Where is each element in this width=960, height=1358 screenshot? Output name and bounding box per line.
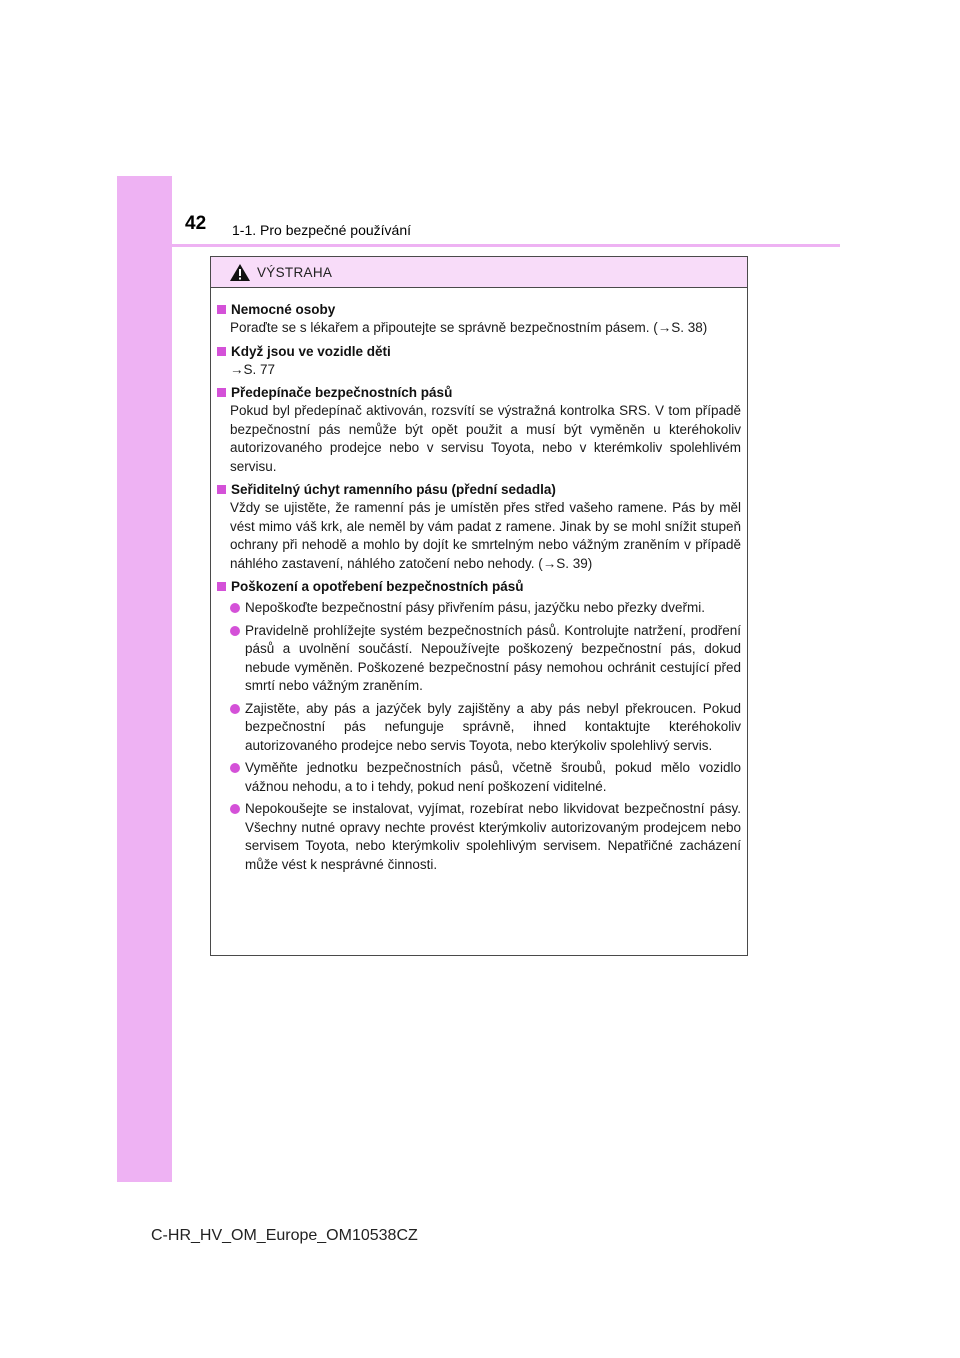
warning-triangle-icon [229,263,251,282]
item-heading: Poškození a opotřebení bezpečnostních pásů [231,579,524,594]
list-item-text: Nepoškoďte bezpečnostní pásy přivřením pásu, jazýčku nebo přezky dveřmi. [245,600,706,615]
list-item-text: Vyměňte jednotku bezpečnostních pásů, včetně šroubů, pokud mělo vozidlo vážnou nehodu, a to i tehdy, pokud není poškození viditelné. [245,760,741,794]
item-heading: Nemocné osoby [231,302,336,317]
square-bullet-icon [217,347,226,356]
list-item-text: Pravidelně prohlížejte systém bezpečnostních pásů. Kontrolujte natržení, prodření pásů a uvolnění součástí. Nepoužívejte poškozený bezpečnostní pás, dokud nebude vyměněn. Poškozené bezpečnostní pásy nemohou ochránit cestující před smrtí nebo vážným zraněním. [245,622,741,693]
item-heading: Seřiditelný úchyt ramenního pásu (přední sedadla) [231,482,556,497]
warning-item-sick-persons [217,300,741,338]
warning-item-shoulder-anchor [217,480,741,573]
item-heading: Když jsou ve vozidle děti [231,343,391,359]
item-text: Vždy se ujistěte, že ramenní pás je umístěn přes střed vašeho ramene. Pás by měl vést mimo váš krk, ale neměl by vám padat z ramene. Jinak by se mohl snížit stupeň ochrany při nehodě a mohlo by dojít ke smrtelným nebo vážným zraněním v případě náhlého zastavení, náhlého zatočení nebo nehody. (→S. 39) [230,500,741,571]
square-bullet-icon [217,485,226,494]
warning-title: VÝSTRAHA [257,264,333,280]
square-bullet-icon [217,388,226,397]
round-bullet-icon [230,626,240,636]
list-item [217,800,741,874]
list-item-text: Nepokoušejte se instalovat, vyjímat, rozebírat nebo likvidovat bezpečnostní pásy. Všechny nutné opravy nechte provést kterýmkoliv autorizovaným prodejcem nebo servisem Toyota, nebo kterýmkoliv spolehlivým servisem. Nepatřičné zacházení může vést k nesprávné činnosti. [245,801,741,872]
side-color-band [117,176,172,1182]
list-item-text: Zajistěte, aby pás a jazýček byly zajištěny a aby pás nebyl překroucen. Pokud bezpečnostní pás nefunguje správně, ihned kontaktujte kteréhokoliv autorizovaného prodejce nebo servis Toyota, nebo kterýkoliv spolehlivý servis. [245,700,741,753]
footer-document-code: C-HR_HV_OM_Europe_OM10538CZ [151,1227,418,1244]
item-text: →S. 77 [230,361,276,377]
square-bullet-icon [217,305,226,314]
warning-body [211,288,747,874]
square-bullet-icon [217,582,226,591]
warning-item-damage-wear [217,577,741,874]
list-item [217,599,741,618]
list-item [217,759,741,796]
warning-header [211,257,747,288]
list-item [217,700,741,756]
round-bullet-icon [230,763,240,773]
item-text: Pokud byl předepínač aktivován, rozsvítí se výstražná kontrolka SRS. V tom případě bezpečnostní pás nemůže být opět použit a musí být vyměněn u kteréhokoliv autorizovaného prodejce nebo v servisu Toyota, nebo v kterémkoliv spolehlivém servisu. [230,403,741,474]
page-number: 42 [185,213,207,234]
list-item [217,622,741,696]
warning-item-pretensioners [217,383,741,476]
round-bullet-icon [230,804,240,814]
item-text: Poraďte se s lékařem a připoutejte se správně bezpečnostním pásem. (→S. 38) [230,320,708,335]
warning-box [210,256,748,956]
warning-item-children [217,342,741,380]
section-title: 1-1. Pro bezpečné používání [232,222,412,238]
round-bullet-icon [230,603,240,613]
round-bullet-icon [230,704,240,714]
item-heading: Předepínače bezpečnostních pásů [231,385,453,400]
header-rule [172,244,840,247]
